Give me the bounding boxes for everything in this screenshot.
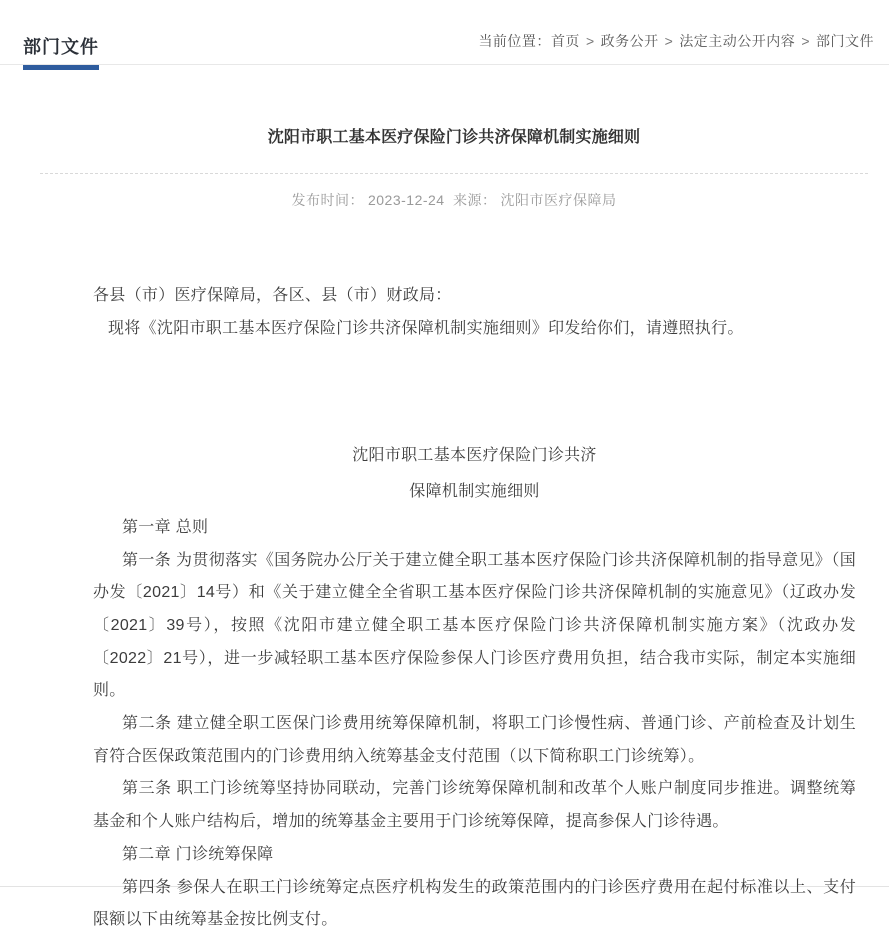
document-body — [40, 280, 868, 937]
source-label: 来源： — [453, 192, 497, 208]
paragraph: 现将《沈阳市职工基本医疗保险门诊共济保障机制实施细则》印发给你们，请遵照执行。 — [108, 319, 744, 337]
paragraph: 沈阳市职工基本医疗保险门诊共济 — [352, 447, 597, 465]
paragraph-spacer — [93, 345, 856, 437]
breadcrumb — [478, 31, 874, 51]
publish-meta — [40, 193, 868, 208]
paragraph: 第二条 建立健全职工医保门诊费用统筹保障机制，将职工门诊慢性病、普通门诊、产前检查及计划生育符合医保政策范围内的门诊费用纳入统筹基金支付范围（以下简称职工门诊统筹）。 — [93, 715, 856, 765]
breadcrumb-separator: > — [664, 33, 674, 49]
breadcrumb-label: 当前位置： — [478, 33, 551, 49]
paragraph: 第一条 为贯彻落实《国务院办公厅关于建立健全职工基本医疗保险门诊共济保障机制的指导意见》（国办发〔2021〕14号）和《关于建立健全全省职工基本医疗保险门诊共济保障机制的实施意见》（辽政办发〔2021〕39号），按照《沈阳市建立健全职工基本医疗保险门诊共济保障机制实施方案》（沈政办发〔2022〕21号），进一步减轻职工基本医疗保险参保人门诊医疗费用负担，结合我市实际，制定本实施细则。 — [93, 551, 856, 700]
breadcrumb-separator: > — [585, 33, 595, 49]
paragraph: 保障机制实施细则 — [409, 483, 540, 501]
publish-time-value: 2023-12-24 — [367, 192, 445, 208]
tab-department-documents[interactable]: 部门文件 — [23, 33, 99, 68]
breadcrumb-item: 部门文件 — [816, 33, 874, 49]
breadcrumb-item[interactable]: 首页 — [550, 33, 580, 49]
article — [0, 128, 889, 937]
section-header — [0, 0, 889, 65]
paragraph: 第三条 职工门诊统筹坚持协同联动，完善门诊统筹保障机制和改革个人账户制度同步推进。调整统筹基金和个人账户结构后，增加的统筹基金主要用于门诊统筹保障，提高参保人门诊待遇。 — [93, 780, 856, 831]
breadcrumb-item[interactable]: 法定主动公开内容 — [679, 33, 796, 49]
source-value: 沈阳市医疗保障局 — [500, 192, 617, 208]
paragraph: 第一章 总则 — [122, 518, 209, 536]
dashed-divider — [40, 173, 868, 174]
paragraph: 第四条 参保人在职工门诊统筹定点医疗机构发生的政策范围内的门诊医疗费用在起付标准以上、支付限额以下由统筹基金按比例支付。 — [93, 878, 856, 929]
document-title: 沈阳市职工基本医疗保险门诊共济保障机制实施细则 — [267, 129, 641, 146]
breadcrumb-item[interactable]: 政务公开 — [600, 33, 659, 49]
publish-time-label: 发布时间： — [291, 192, 364, 208]
paragraph: 各县（市）医疗保障局，各区、县（市）财政局： — [93, 287, 452, 304]
breadcrumb-separator: > — [801, 33, 810, 49]
paragraph: 第二章 门诊统筹保障 — [122, 845, 274, 863]
